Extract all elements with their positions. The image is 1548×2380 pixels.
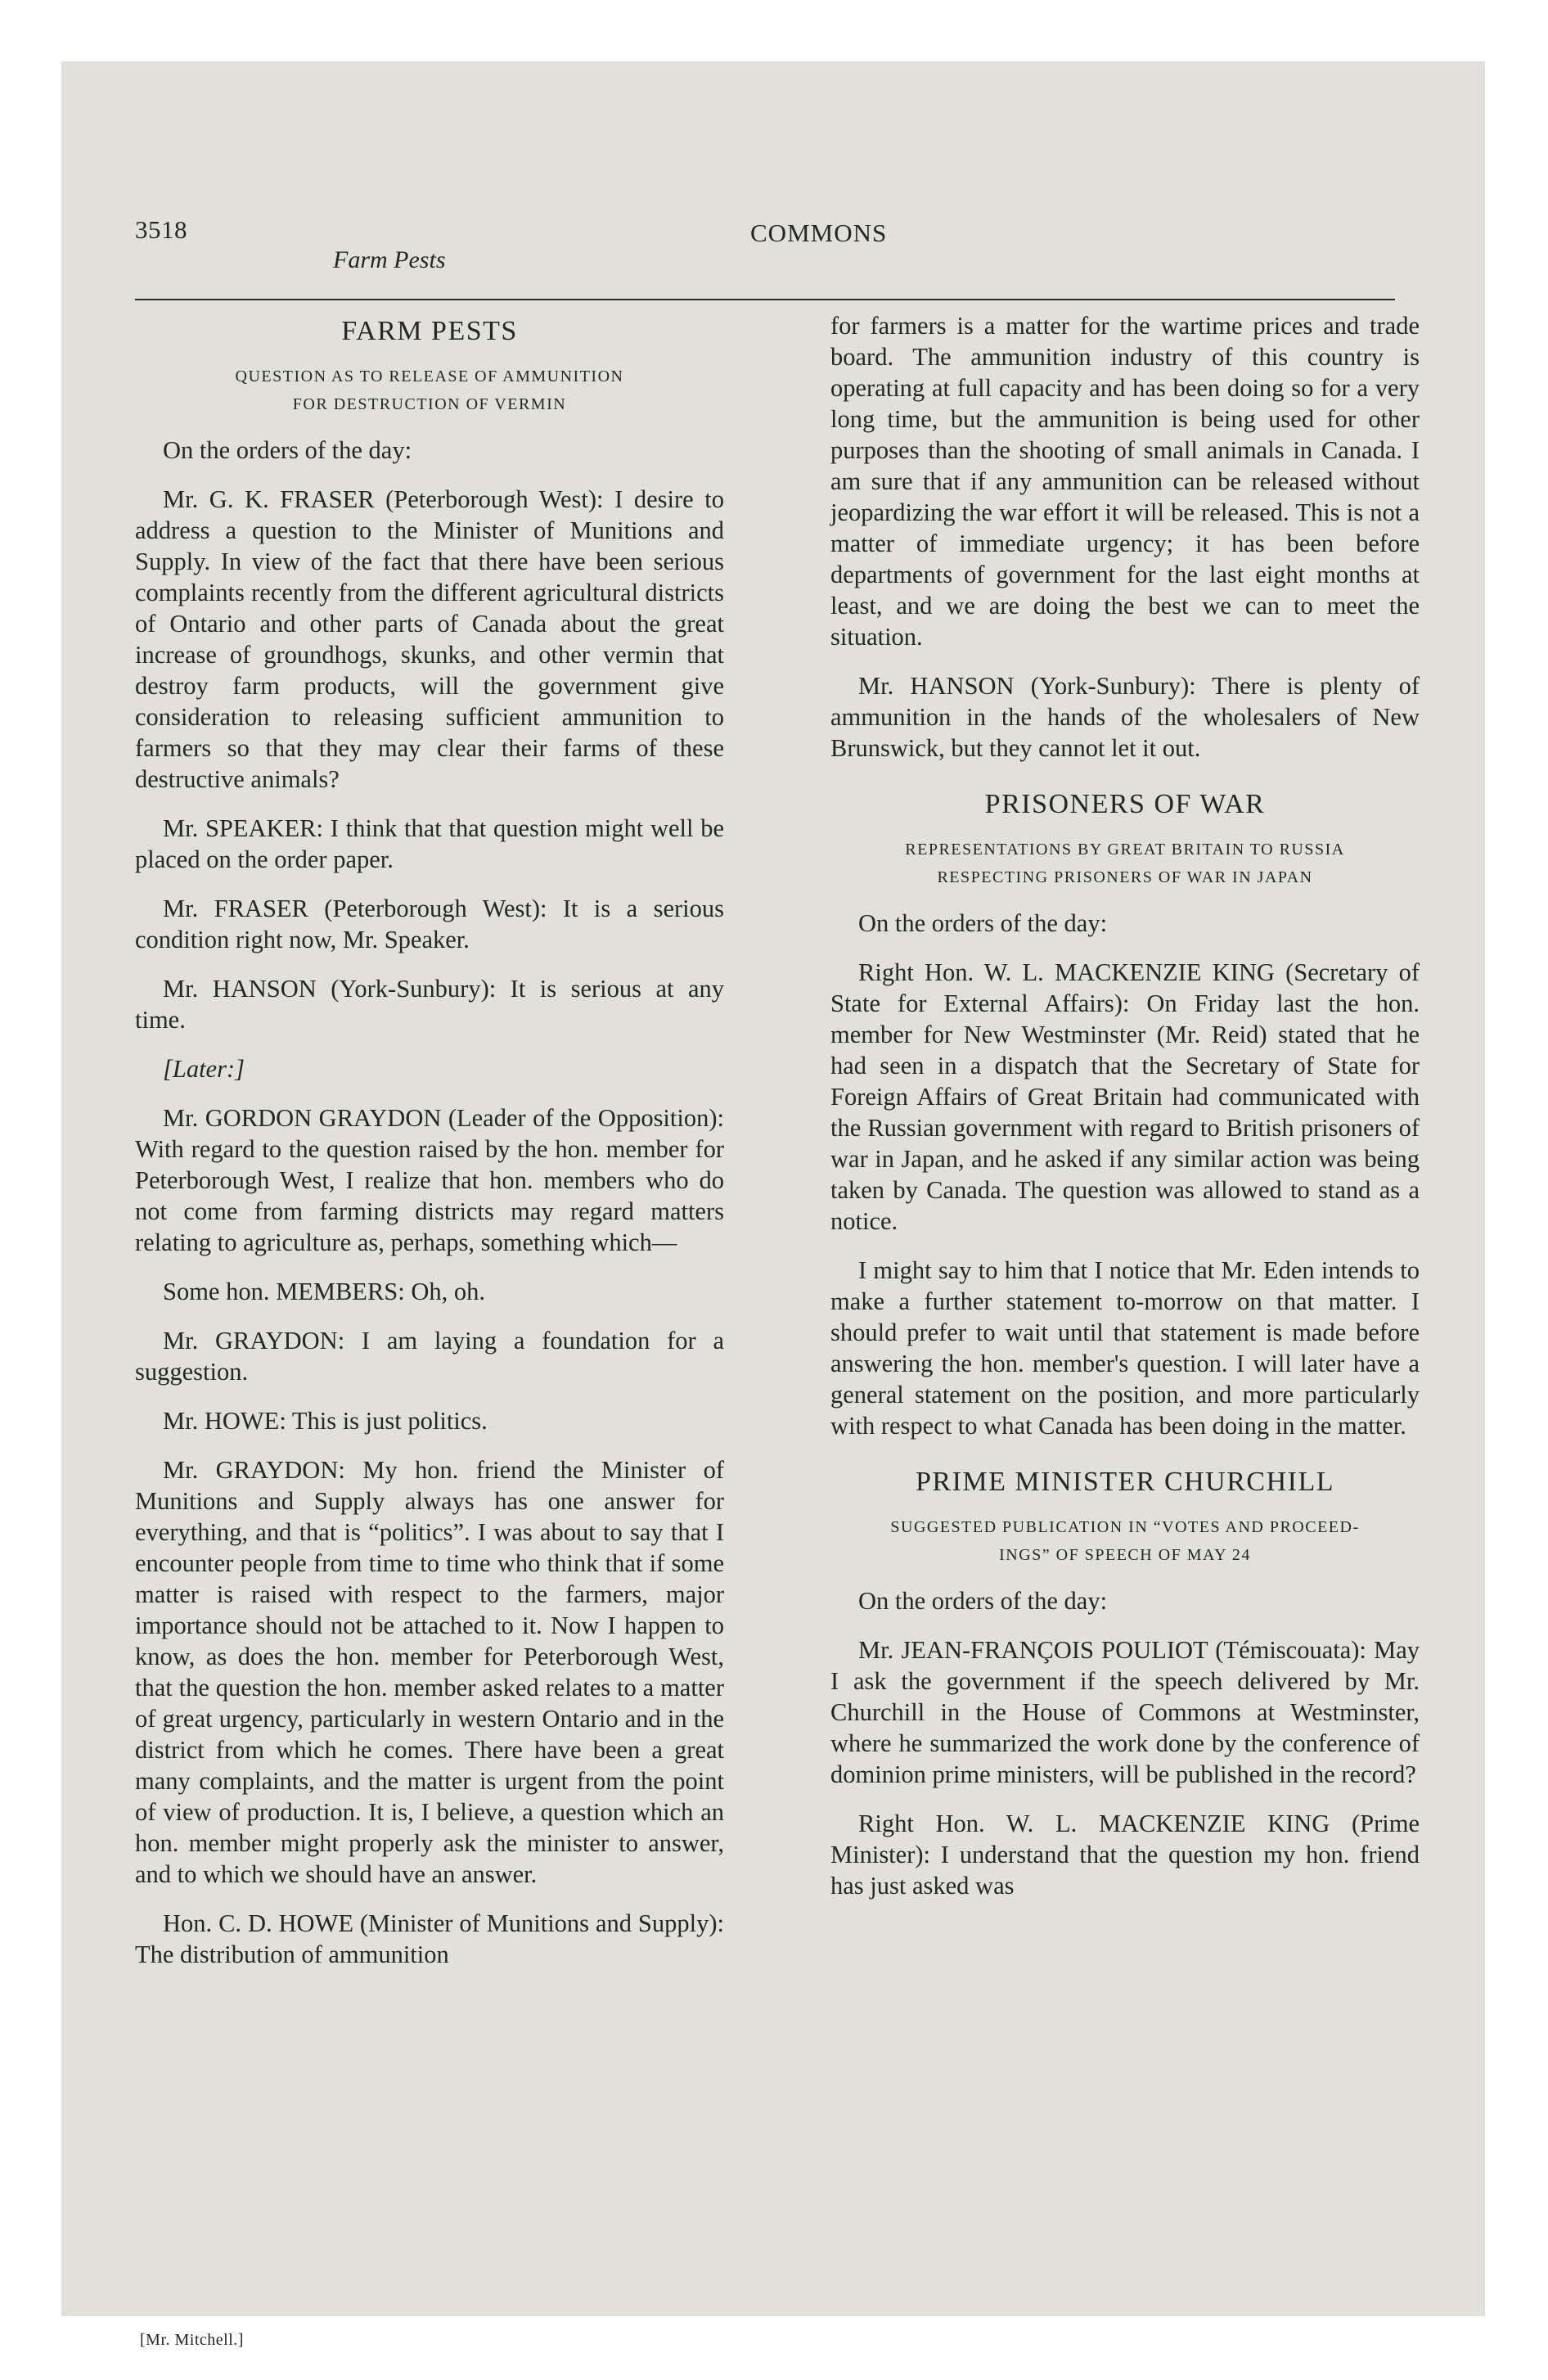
page-number: 3518 <box>135 215 187 244</box>
later-marker: [Later:] <box>163 1055 245 1083</box>
paragraph: Mr. GRAYDON: I am laying a foundation for a suggestion. <box>135 1327 724 1386</box>
paragraph: I might say to him that I notice that Mr. Eden intends to make a further statement to-morrow on that matter. I should prefer to wait until that statement is made before answering the hon. member's question. I will later have a general statement on the position, and more particularly with respect to what Canada has been doing in the matter. <box>830 1256 1420 1440</box>
footnote: [Mr. Mitchell.] <box>140 2331 244 2349</box>
section-title-farm-pests: FARM PESTS <box>341 316 518 346</box>
paragraph: On the orders of the day: <box>858 909 1108 937</box>
paragraph: Mr. HANSON (York-Sunbury): There is plenty of ammunition in the hands of the wholesalers of New Brunswick, but they cannot let it out. <box>830 672 1420 762</box>
paragraph: Mr. JEAN-FRANÇOIS POULIOT (Témiscouata): May I ask the government if the speech delivered by Mr. Churchill in the House of Commons at Westminster, where he summarized the work done by the conference of dominion prime ministers, will be published in the record? <box>830 1636 1420 1788</box>
chamber-title: COMMONS <box>750 219 888 247</box>
page <box>61 61 1485 2349</box>
paragraph: Mr. FRASER (Peterborough West): It is a serious condition right now, Mr. Speaker. <box>135 895 724 953</box>
paragraph: Mr. HOWE: This is just politics. <box>163 1407 488 1435</box>
subtitle-line: REPRESENTATIONS BY GREAT BRITAIN TO RUSSIA <box>905 841 1345 859</box>
section-subtitle-farm-pests <box>135 363 724 418</box>
subtitle-line: RESPECTING PRISONERS OF WAR IN JAPAN <box>937 868 1313 886</box>
left-column <box>135 315 724 1988</box>
paragraph: Hon. C. D. HOWE (Minister of Munitions and Supply): The distribution of ammunition <box>135 1909 724 1968</box>
page-content <box>135 160 1420 2349</box>
running-subject: Farm Pests <box>333 246 446 273</box>
paragraph: Some hon. MEMBERS: Oh, oh. <box>163 1278 485 1305</box>
subtitle-line: FOR DESTRUCTION OF VERMIN <box>292 395 567 413</box>
paragraph: Mr. GORDON GRAYDON (Leader of the Opposition): With regard to the question raised by the hon. member for Peterborough West, I realize that hon. members who do not come from farming districts may regard matters relating to agriculture as, perhaps, something which— <box>135 1104 724 1256</box>
paragraph: Mr. HANSON (York-Sunbury): It is serious at any time. <box>135 975 724 1034</box>
section-title-prime-minister-churchill: PRIME MINISTER CHURCHILL <box>915 1467 1335 1497</box>
paragraph: On the orders of the day: <box>858 1587 1108 1615</box>
header-rule <box>135 299 1395 300</box>
paragraph: Mr. G. K. FRASER (Peterborough West): I desire to address a question to the Minister of Munitions and Supply. In view of the fact that there have been serious complaints recently from the different agricultural districts of Ontario and other parts of Canada about the great increase of groundhogs, skunks, and other vermin that destroy farm products, will the government give consideration to releasing sufficient ammunition to farmers so that they may clear their farms of these destructive animals? <box>135 485 724 793</box>
paragraph: Mr. SPEAKER: I think that that question might well be placed on the order paper. <box>135 814 724 873</box>
subtitle-line: QUESTION AS TO RELEASE OF AMMUNITION <box>235 367 624 385</box>
section-subtitle-prime-minister-churchill <box>830 1513 1420 1569</box>
right-column <box>830 310 1420 1919</box>
page-header <box>135 160 1411 315</box>
paragraph: Right Hon. W. L. MACKENZIE KING (Secretary of State for External Affairs): On Friday last the hon. member for New Westminster (Mr. Reid) stated that he had seen in a dispatch that the Secretary of State for Foreign Affairs of Great Britain had communicated with the Russian government with regard to British prisoners of war in Japan, and he asked if any similar action was being taken by Canada. The question was allowed to stand as a notice. <box>830 958 1420 1235</box>
section-subtitle-prisoners-of-war <box>830 836 1420 891</box>
section-title-prisoners-of-war: PRISONERS OF WAR <box>984 789 1266 819</box>
paragraph: Right Hon. W. L. MACKENZIE KING (Prime Minister): I understand that the question my hon. friend has just asked was <box>830 1810 1420 1900</box>
paragraph: Mr. GRAYDON: My hon. friend the Minister of Munitions and Supply always has one answer for everything, and that is “politics”. I was about to say that I encounter people from time to time who think that if some matter is raised with respect to the farmers, major importance should not be attached to it. Now I happen to know, as does the hon. member for Peterborough West, that the question the hon. member asked relates to a matter of great urgency, particularly in western Ontario and in the district from which he comes. There have been a great many complaints, and the matter is urgent from the point of view of production. It is, I believe, a question which an hon. member might properly ask the minister to answer, and to which we should have an answer. <box>135 1456 724 1888</box>
subtitle-line: SUGGESTED PUBLICATION IN “VOTES AND PROCEED- <box>890 1518 1360 1536</box>
paragraph: for farmers is a matter for the wartime prices and trade board. The ammunition industry of this country is operating at full capacity and has been doing so for a very long time, but the ammunition is being used for other purposes than the shooting of small animals in Canada. I am sure that if any ammunition can be released without jeopardizing the war effort it will be released. This is not a matter of immediate urgency; it has been before departments of government for the last eight months at least, and we are doing the best we can to meet the situation. <box>830 312 1420 651</box>
subtitle-line: INGS” OF SPEECH OF MAY 24 <box>999 1546 1251 1564</box>
paragraph: On the orders of the day: <box>163 436 412 464</box>
